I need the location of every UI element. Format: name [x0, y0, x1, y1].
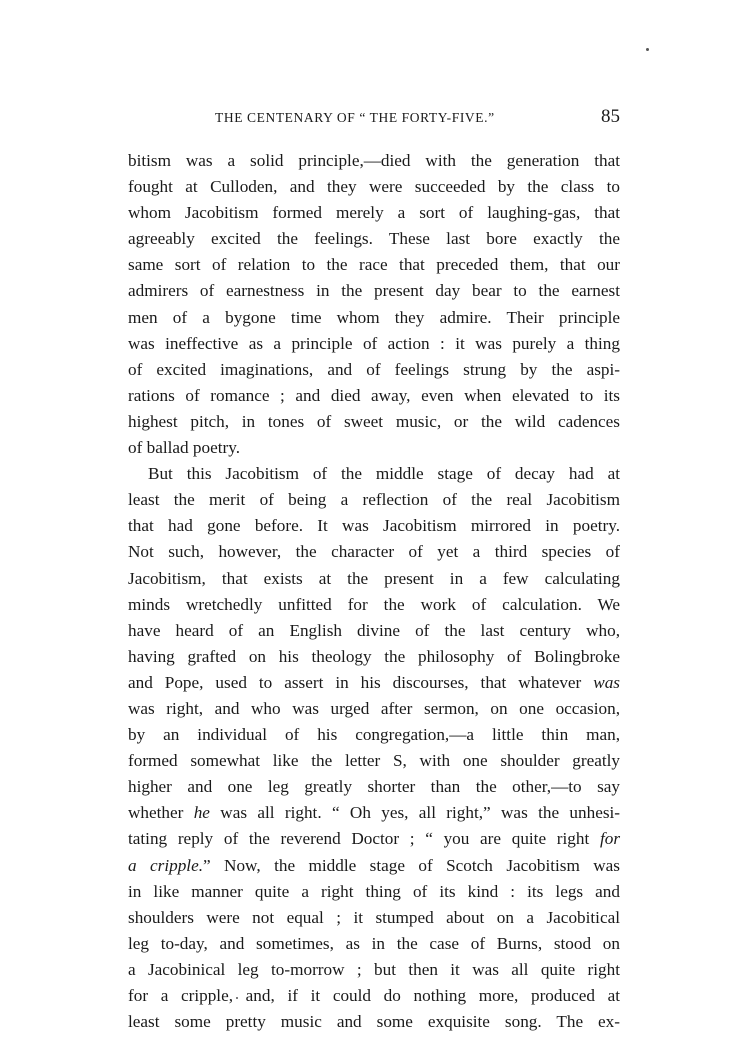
ink-speck	[646, 48, 649, 51]
text-line: Not such, however, the character of yet a third species of	[128, 542, 620, 562]
text-line: fought at Culloden, and they were succeeded by the class to	[128, 177, 620, 197]
text-line: higher and one leg greatly shorter than the other,—to say	[128, 777, 620, 797]
text-line: a Jacobinical leg to-morrow ; but then it was all quite right	[128, 959, 620, 979]
text-line	[128, 826, 620, 852]
text-fragment: tating reply of the reverend Doctor ; “ you are quite right	[128, 829, 590, 849]
text-fragment: was all right. “ Oh yes, all right,” was the unhesi-	[220, 803, 621, 823]
text-fragment: and Pope, used to assert in his discourses, that whatever	[128, 672, 582, 692]
text-line: for a cripple, and, if it could do nothing more, produced at	[128, 986, 620, 1005]
text-line: that had gone before. It was Jacobitism mirrored in poetry.	[128, 516, 620, 536]
text-line: shoulders were not equal ; it stumped about on a Jacobitical	[128, 907, 620, 927]
text-fragment: whether	[128, 803, 184, 823]
text-line: highest pitch, in tones of sweet music, or the wild cadences	[128, 411, 620, 431]
text-line: men of a bygone time whom they admire. Their principle	[128, 307, 620, 327]
text-line: least some pretty music and some exquisite song. The ex-	[128, 1012, 620, 1032]
text-line: having grafted on his theology the philosophy of Bolingbroke	[128, 646, 620, 666]
text-line: have heard of an English divine of the last century who,	[128, 620, 620, 640]
text-line	[128, 853, 620, 879]
text-line: least the merit of being a reflection of the real Jacobitism	[128, 490, 620, 510]
text-line: whom Jacobitism formed merely a sort of laughing-gas, that	[128, 203, 620, 223]
running-head	[130, 106, 620, 132]
text-line: rations of romance ; and died away, even when elevated to its	[128, 385, 620, 405]
text-line: formed somewhat like the letter S, with one shoulder greatly	[128, 751, 620, 771]
text-line: Jacobitism, that exists at the present in a few calculating	[128, 568, 620, 588]
italic-fragment: he	[193, 803, 210, 823]
text-line: agreeably excited the feelings. These last bore exactly the	[128, 229, 620, 249]
text-line: of excited imaginations, and of feelings strung by the aspi-	[128, 359, 620, 379]
italic-fragment: a cripple.	[128, 855, 203, 875]
text-line	[128, 670, 620, 696]
running-title: THE CENTENARY OF “ THE FORTY-FIVE.”	[215, 110, 495, 125]
text-line: admirers of earnestness in the present day bear to the earnest	[128, 281, 620, 301]
page-number: 85	[601, 106, 620, 127]
italic-fragment: was	[593, 672, 620, 692]
text-line: same sort of relation to the race that preceded them, that our	[128, 255, 620, 275]
text-line: leg to-day, and sometimes, as in the case of Burns, stood on	[128, 933, 620, 953]
italic-fragment: for	[599, 829, 621, 849]
text-line	[128, 800, 620, 826]
text-line: of ballad poetry.	[128, 438, 240, 458]
text-line: But this Jacobitism of the middle stage of decay had at	[148, 464, 620, 484]
text-line: bitism was a solid principle,—died with the generation that	[128, 151, 620, 170]
text-fragment: ” Now, the middle stage of Scotch Jacobitism was	[203, 855, 620, 875]
text-line: in like manner quite a right thing of its kind : its legs and	[128, 881, 620, 901]
text-line: by an individual of his congregation,—a little thin man,	[128, 725, 620, 745]
text-line: was ineffective as a principle of action : it was purely a thing	[128, 333, 620, 353]
text-line: minds wretchedly unfitted for the work of calculation. We	[128, 594, 620, 614]
body-text	[128, 148, 620, 1035]
text-line: was right, and who was urged after sermon, on one occasion,	[128, 698, 620, 718]
